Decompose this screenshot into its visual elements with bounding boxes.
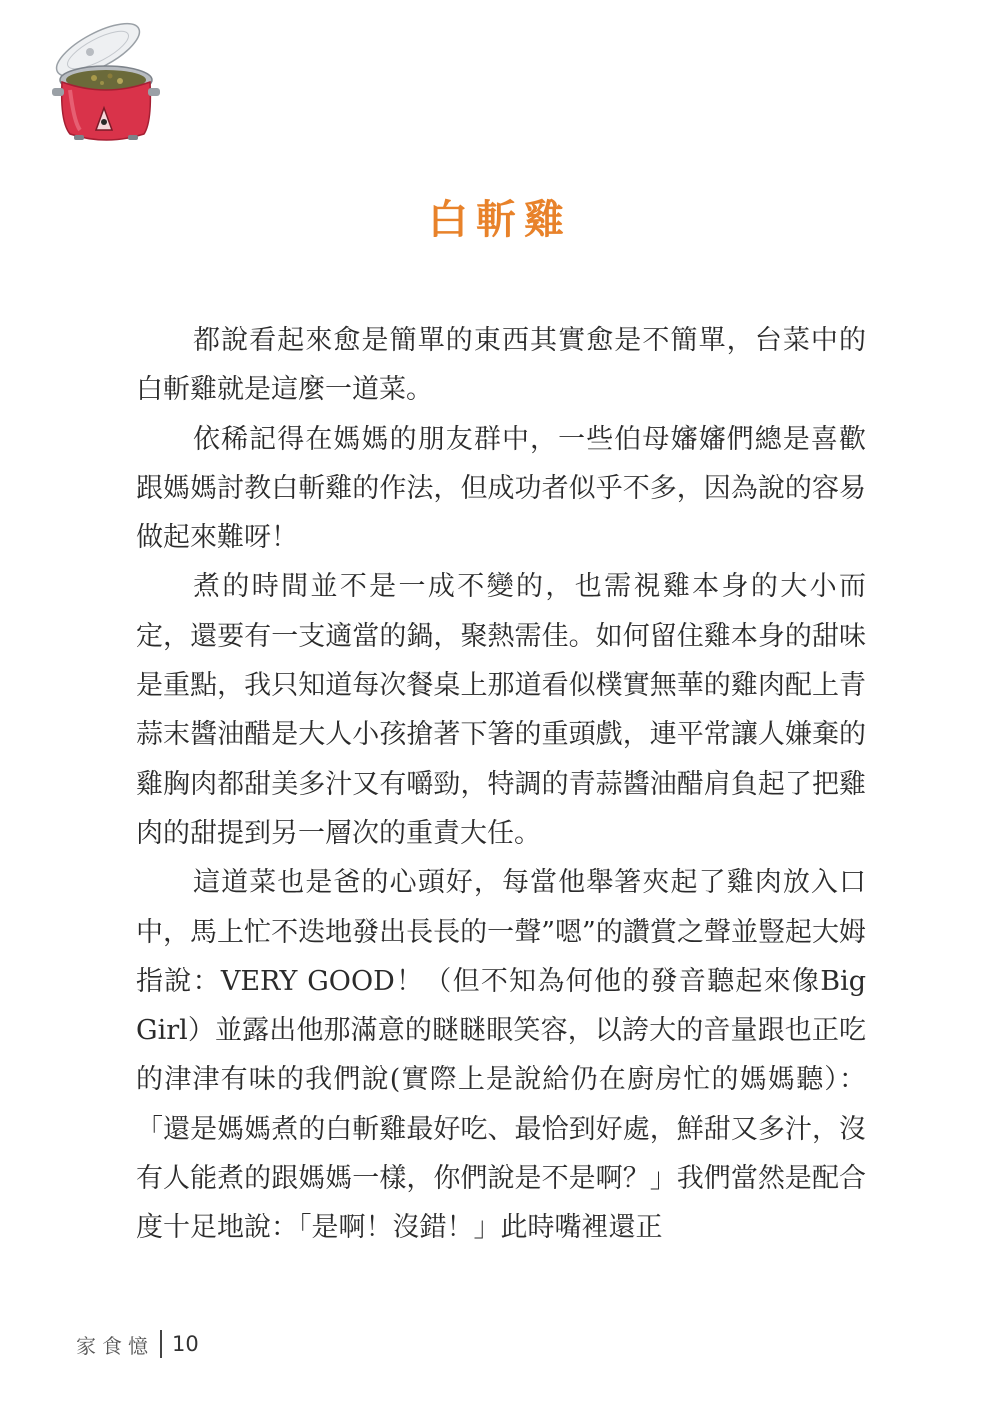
paragraph: 煮的時間並不是一成不變的，也需視雞本身的大小而定，還要有一支適當的鍋，聚熱需佳。如何留住雞本身的甜味是重點，我只知道每次餐桌上那道看似樸實無華的雞肉配上青蒜末醬油醋是大人小孩搶著下箸的重頭戲，連平常讓人嫌棄的雞胸肉都甜美多汁又有嚼勁，特調的青蒜醬油醋肩負起了把雞肉的甜提到另一層次的重責大任。 xyxy=(136,571,866,849)
rice-cooker-icon xyxy=(40,18,170,146)
footer-divider xyxy=(160,1330,162,1358)
paragraph: 都說看起來愈是簡單的東西其實愈是不簡單，台菜中的白斬雞就是這麼一道菜。 xyxy=(136,325,866,406)
page-number: 10 xyxy=(172,1332,199,1356)
page-footer xyxy=(76,1328,199,1360)
article-body xyxy=(136,316,866,1253)
paragraph: 依稀記得在媽媽的朋友群中，一些伯母嬸嬸們總是喜歡跟媽媽討教白斬雞的作法，但成功者似乎不多，因為說的容易做起來難呀！ xyxy=(136,423,866,554)
paragraph: 這道菜也是爸的心頭好，每當他舉箸夾起了雞肉放入口中，馬上忙不迭地發出長長的一聲”嗯”的讚賞之聲並豎起大姆指說：VERY GOOD！（但不知為何他的發音聽起來像Big Girl）並露出他那滿意的瞇瞇眼笑容，以誇大的音量跟也正吃的津津有味的我們說(實際上是說給仍在廚房忙的媽媽聽）：「還是媽媽煮的白斬雞最好吃、最恰到好處，鮮甜又多汁，沒有人能煮的跟媽媽一樣，你們說是不是啊？」我們當然是配合度十足地說：「是啊！沒錯！」此時嘴裡還正 xyxy=(136,867,866,1244)
book-name: 家食憶 xyxy=(76,1333,154,1358)
article-title: 白斬雞 xyxy=(428,197,572,243)
